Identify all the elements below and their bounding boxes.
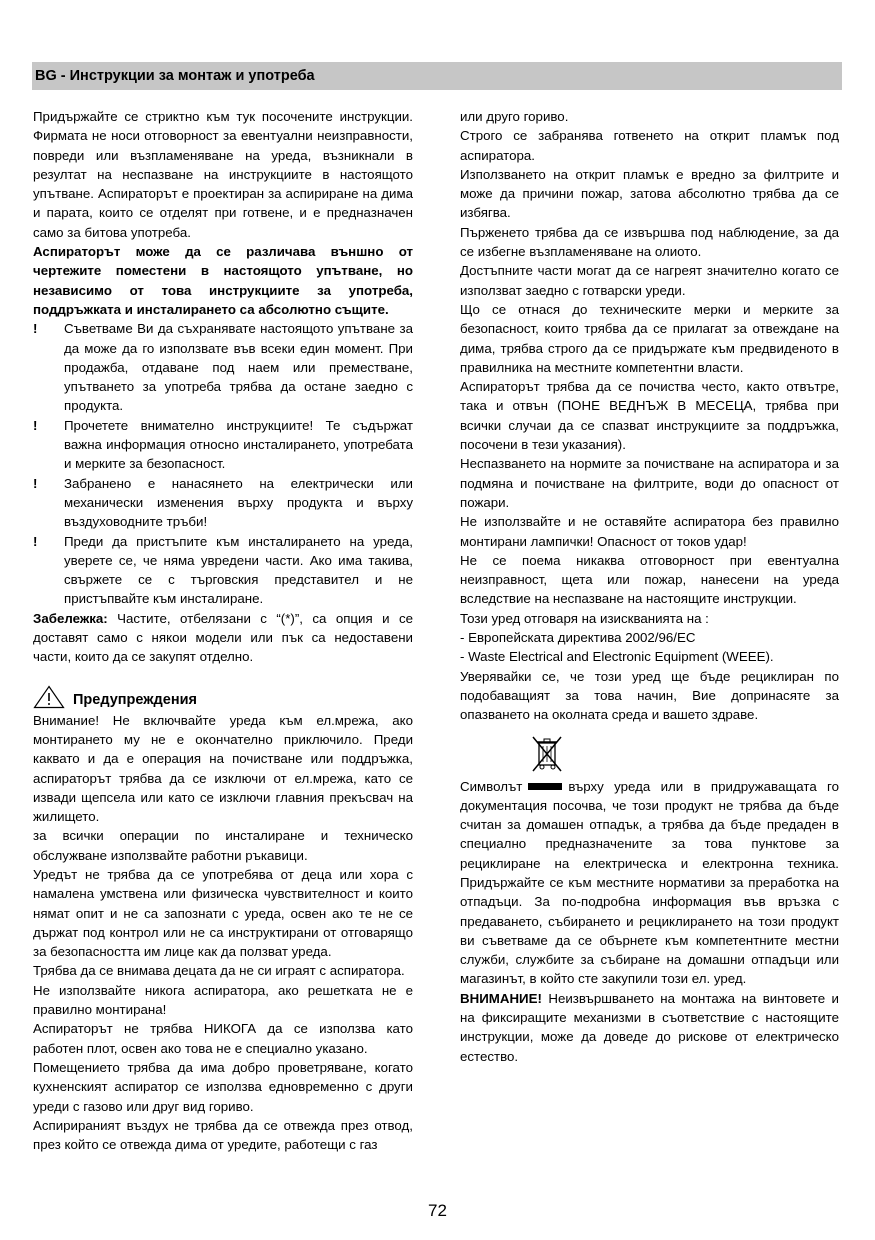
bullet-text: Забранено е нанасянето на електрически или механически изменения върху продукта и върху въздуховодните тръби! <box>64 475 413 530</box>
crossed-bin-icon <box>530 735 564 773</box>
body-paragraph: Аспираторът трябва да се почиства често, както отвътре, така и отвън (ПОНЕ ВЕДНЪЖ В МЕСЕЦА, трябва при всички случаи да се спазват инструкциите за поддръжка, посочени в тези указания). <box>460 379 839 453</box>
bullet-text: Съветваме Ви да съхранявате настоящото упътване за да може да го използвате във всеки един момент. При продажба, отдаване под наем или преместване, упътването за употреба трябва да остане заедно с продукта. <box>64 321 413 414</box>
body-paragraph: - Waste Electrical and Electronic Equipment (WEEE). <box>460 649 774 665</box>
weee-symbol <box>460 735 839 777</box>
body-paragraph: Използването на открит пламък е вредно за филтрите и може да причини пожар, затова абсолютно трябва да се избягва. <box>460 166 839 221</box>
warning-paragraph: Уредът не трябва да се употребява от деца или хора с намалена умствена или физическа чувствителност и които нямат опит и не са запознати с уреда, освен ако те не се държат под контрол или не са инструктирани от отговарящо за безопасността им лице как да ползват уреда. <box>33 866 413 960</box>
bullet-item <box>33 319 413 415</box>
note-label: Забележка: <box>33 610 108 626</box>
right-column <box>460 107 839 1066</box>
symbol-prefix: Символът <box>460 778 523 794</box>
warnings-title: Предупреждения <box>73 691 197 708</box>
attention-paragraph <box>460 989 839 1066</box>
body-paragraph: Достъпните части могат да се нагреят значително когато се използват заедно с готварски уреди. <box>460 263 839 298</box>
body-paragraph: Неспазването на нормите за почистване на аспиратора и за подмяна и почистване на филтрите, води до опасност от пожари. <box>460 456 839 510</box>
body-paragraph: Строго се забранява готвенето на открит пламък под аспиратора. <box>460 128 839 163</box>
body-paragraph: Не се поема никаква отговорност при евентуална неизправност, щета или пожар, нанесени на уреда вследствие на неспазване на настоящите инструкции. <box>460 552 839 607</box>
page-title: BG - Инструкции за монтаж и употреба <box>35 68 315 84</box>
bullet-item <box>33 532 413 609</box>
warning-paragraph: за всички операции по инсталиране и техническо обслужване използвайте работни ръкавици. <box>33 828 413 863</box>
warning-paragraph: Помещението трябва да има добро проветряване, когато кухненският аспиратор се използва едновременно с други уреди с газово или друг вид гориво. <box>33 1059 413 1114</box>
bold-note-paragraph: Аспираторът може да се различава външно от чертежите поместени в настоящото упътване, но независимо от това инструкциите за употреба, поддръжката и инсталирането са абсолютно същите. <box>33 244 413 317</box>
body-paragraph: или друго гориво. <box>460 109 569 124</box>
exclamation-icon: ! <box>33 475 38 491</box>
warning-paragraph: Аспирираният въздух не трябва да се отвежда през отвод, през който се отвежда дима от уредите, работещи с газ <box>33 1117 413 1153</box>
warning-paragraph: Не използвайте никога аспиратора, ако решетката не е правилно монтирана! <box>33 982 413 1018</box>
warnings-heading <box>33 685 413 711</box>
section-header <box>32 62 842 90</box>
body-paragraph: Пърженето трябва да се извършва под наблюдение, за да се избегне възпламеняване на олиото. <box>460 224 839 260</box>
intro-paragraph: Придържайте се стриктно към тук посочените инструкции. Фирмата не носи отговорност за евентуални неизправности, повреди или възпламеняване на уреда, възникнали в резултат на неспазване на инструкциите в настоящото упътване. Аспираторът е проектиран за аспириране на дима и парата, които се отделят при готвене, и е предназначен само за битова употреба. <box>33 109 413 240</box>
exclamation-icon: ! <box>33 417 38 433</box>
weee-bar-icon <box>528 783 562 790</box>
body-paragraph: - Европейската директива 2002/96/EC <box>460 630 696 646</box>
warning-paragraph: Аспираторът не трябва НИКОГА да се използва като работен плот, освен ако това не е специално указано. <box>33 1021 413 1056</box>
body-paragraph: Не използвайте и не оставяйте аспиратора без правилно монтирани лампички! Опасност от токов удар! <box>460 514 839 549</box>
exclamation-icon: ! <box>33 321 38 337</box>
attention-label: ВНИМАНИЕ! <box>460 990 542 1006</box>
attention-text: Неизвършването на монтажа на винтовете и на фиксиращите механизми в съответствие с настоящите инструкции, може да доведе до рискове от електрическо естество. <box>460 990 839 1064</box>
symbol-text: върху уреда или в придружаващата го документация посочва, че този продукт не трябва да бъде считан за домашен отпадък, а трябва да бъде предаден в специално предназначените за това пунктове за рециклиране на електрическа и електронна техника. Придържайте се към местните нормативи за преработка на отпадъци. За по-подробна информация във връзка с предаването, събирането и рециклирането на този продукт ви съветваме да се обърнете към компетентните местни служби, службите за събиране на домашни отпадъци или магазинът, в който сте закупили този ел. уред. <box>460 778 839 987</box>
note-paragraph <box>33 609 413 667</box>
exclamation-icon: ! <box>33 533 38 549</box>
bullet-item <box>33 416 413 474</box>
warning-paragraph: Внимание! Не включвайте уреда към ел.мрежа, ако монтирането му не е окончателно приключило. Преди каквато и да е операция на почистване или поддръжка, аспираторът трябва да се изключи от ел.мрежа, като се извади щепсела или като се изключи главния прекъсвач на жилището. <box>33 712 413 825</box>
body-paragraph: Що се отнася до техническите мерки и мерките за безопасност, които трябва да се прилагат за отвеждане на дима, трябва строго да се придържате към предвиденото в правилника на местните компетентни власти. <box>460 301 839 375</box>
bullet-item <box>33 474 413 532</box>
note-text: Частите, отбелязани с “(*)”, са опция и се доставят само с някои модели или пък са недоставени части, които да се закупят отделно. <box>33 610 413 665</box>
bullet-text: Преди да пристъпите към инсталирането на уреда, уверете се, че няма увредени части. Ако има такива, свържете се с търговския представител и не пристъпвайте към инсталиране. <box>64 533 413 607</box>
warning-paragraph: Трябва да се внимава децата да не си играят с аспиратора. <box>33 963 405 979</box>
page-number: 72 <box>428 1201 447 1220</box>
symbol-paragraph <box>460 777 839 989</box>
bullet-text: Прочетете внимателно инструкциите! Те съдържат важна информация относно инсталирането, употребата и мерките за безопасност. <box>64 417 413 472</box>
body-paragraph: Този уред отговаря на изискванията на : <box>460 610 709 626</box>
left-column <box>33 107 413 1154</box>
warning-triangle-icon <box>33 685 65 709</box>
body-paragraph: Уверявайки се, че този уред ще бъде рециклиран по подобаващият за това начин, Вие допринасяте за опазването на околната среда и вашето здраве. <box>460 668 839 723</box>
